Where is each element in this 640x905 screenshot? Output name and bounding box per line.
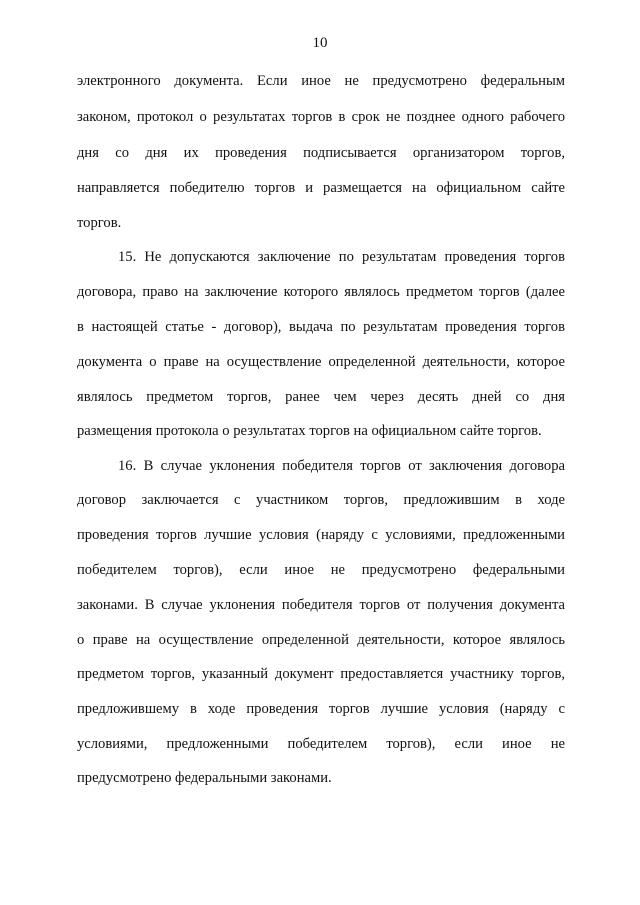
text-line: предусмотрено федеральными законами. (77, 770, 332, 786)
text-line: законом, протокол о результатах торгов в срок не позднее одного рабочего (77, 109, 565, 125)
text-line: электронного документа. Если иное не предусмотрено федеральным (77, 73, 565, 89)
text-line: 16. В случае уклонения победителя торгов от заключения договора (118, 458, 565, 474)
text-line: размещения протокола о результатах торгов на официальном сайте торгов. (77, 423, 542, 439)
text-line: законами. В случае уклонения победителя торгов от получения документа (77, 597, 565, 613)
text-line: о праве на осуществление определенной деятельности, которое являлось (77, 632, 565, 648)
text-line: являлось предметом торгов, ранее чем через десять дней со дня (77, 389, 565, 405)
text-line: направляется победителю торгов и размещается на официальном сайте (77, 180, 565, 196)
text-line: в настоящей статье - договор), выдача по результатам проведения торгов (77, 319, 565, 335)
text-line: 15. Не допускаются заключение по результатам проведения торгов (118, 249, 565, 265)
text-line: документа о праве на осуществление определенной деятельности, которое (77, 354, 565, 370)
text-line: дня со дня их проведения подписывается организатором торгов, (77, 145, 565, 161)
text-line: предметом торгов, указанный документ предоставляется участнику торгов, (77, 666, 565, 682)
page-number: 10 (312, 35, 328, 51)
text-line: торгов. (77, 215, 122, 231)
text-line: проведения торгов лучшие условия (наряду с условиями, предложенными (77, 527, 565, 543)
text-line: условиями, предложенными победителем торгов), если иное не (77, 736, 565, 752)
text-line: победителем торгов), если иное не предусмотрено федеральными (77, 562, 565, 578)
text-line: предложившему в ходе проведения торгов лучшие условия (наряду с (77, 701, 565, 717)
text-line: договора, право на заключение которого являлось предметом торгов (далее (77, 284, 565, 300)
text-line: договор заключается с участником торгов, предложившим в ходе (77, 492, 565, 508)
